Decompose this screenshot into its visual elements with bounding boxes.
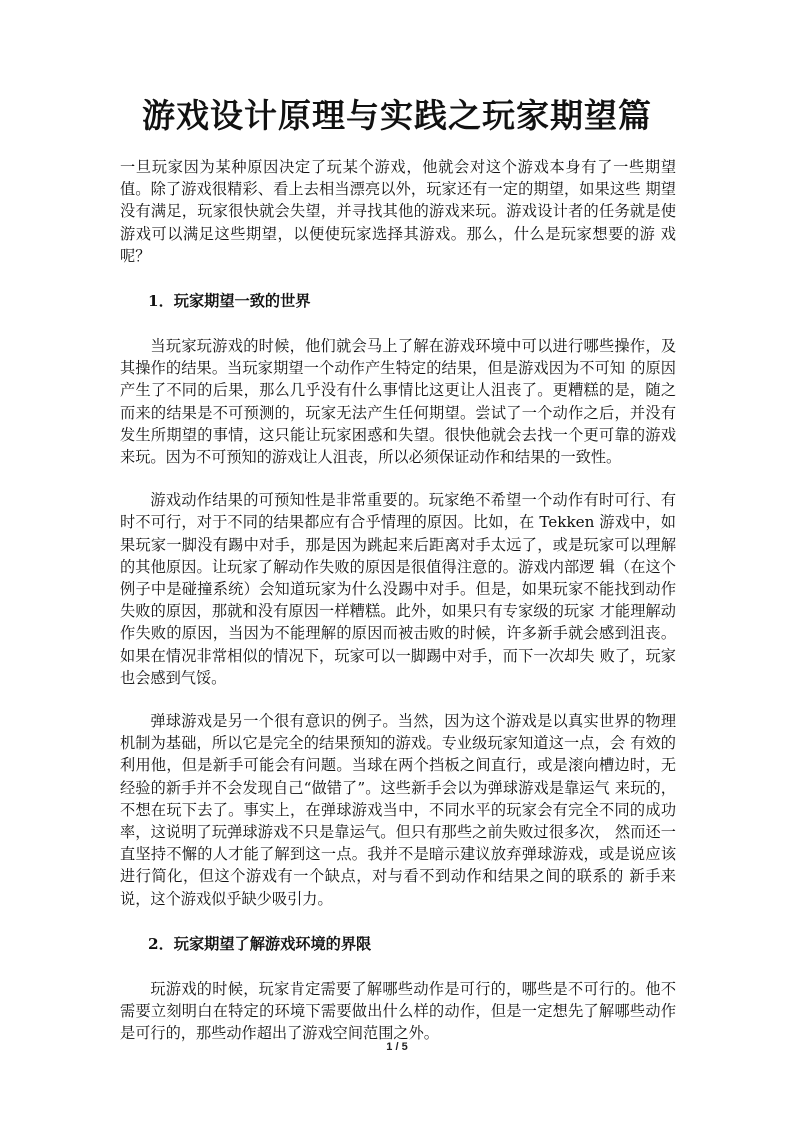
section-2-heading: 2．玩家期望了解游戏环境的界限 xyxy=(148,934,372,953)
section-1-paragraph-1: 当玩家玩游戏的时候，他们就会马上了解在游戏环境中可以进行哪些操作，及其操作的结果。当玩家期望一个动作产生特定的结果，但是游戏因为不可知 的原因产生了不同的后果，那么几乎没有什么事情比这更让人沮丧了。更糟糕的是，随之而来的结果是不可预测的，玩家无法产生任何期望。尝试了一个动作之后，并没有发生所期望的事情，这只能让玩家困惑和失望。很快他就会去找一个更可靠的游戏来玩。因为不可预知的游戏让人沮丧，所以必须保证动作和结果的一致性。 xyxy=(120,337,676,467)
document-body xyxy=(120,156,676,1045)
section-1-heading: 1．玩家期望一致的世界 xyxy=(148,292,311,311)
document-title: 游戏设计原理与实践之玩家期望篇 xyxy=(142,96,652,135)
section-1-paragraph-3: 弹球游戏是另一个很有意识的例子。当然，因为这个游戏是以真实世界的物理机制为基础，所以它是完全的结果预知的游戏。专业级玩家知道这一点，会 有效的利用他，但是新手可能会有问题。当球在两个挡板之间直行，或是滚向槽边时，无经验的新手并不会发现自己“做错了”。这些新手会以为弹球游戏是靠运气 来玩的，不想在玩下去了。事实上，在弹球游戏当中，不同水平的玩家会有完全不同的成功率，这说明了玩弹球游戏不只是靠运气。但只有那些之前失败过很多次， 然而还一直坚持不懈的人才能了解到这一点。我并不是暗示建议放弃弹球游戏，或是说应该进行简化，但这个游戏有一个缺点，对与看不到动作和结果之间的联系的 新手来说，这个游戏似乎缺少吸引力。 xyxy=(120,712,676,908)
page-number: 1 / 5 xyxy=(386,1041,408,1053)
section-1-paragraph-2: 游戏动作结果的可预知性是非常重要的。玩家绝不希望一个动作有时可行、有时不可行，对于不同的结果都应有合乎情理的原因。比如，在 Tekken 游戏中，如果玩家一脚没有踢中对手，那是因为跳起来后距离对手太远了，或是玩家可以理解的其他原因。让玩家了解动作失败的原因是很值得注意的。游戏内部逻 辑（在这个例子中是碰撞系统）会知道玩家为什么没踢中对手。但是，如果玩家不能找到动作失败的原因，那就和没有原因一样糟糕。此外，如果只有专家级的玩家 才能理解动作失败的原因，当因为不能理解的原因而被击败的时候，许多新手就会感到沮丧。如果在情况非常相似的情况下，玩家可以一脚踢中对手，而下一次却失 败了，玩家也会感到气馁。 xyxy=(120,491,676,687)
section-2-paragraph-1: 玩游戏的时候，玩家肯定需要了解哪些动作是可行的，哪些是不可行的。他不需要立刻明白在特定的环境下需要做出什么样的动作，但是一定想先了解哪些动作是可行的，那些动作超出了游戏空间范围之外。 xyxy=(120,979,676,1043)
intro-paragraph: 一旦玩家因为某种原因决定了玩某个游戏，他就会对这个游戏本身有了一些期望值。除了游戏很精彩、看上去相当漂亮以外，玩家还有一定的期望，如果这些 期望没有满足，玩家很快就会失望，并寻找其他的游戏来玩。游戏设计者的任务就是使游戏可以满足这些期望，以便使玩家选择其游戏。那么，什么是玩家想要的游 戏呢？ xyxy=(120,158,676,265)
